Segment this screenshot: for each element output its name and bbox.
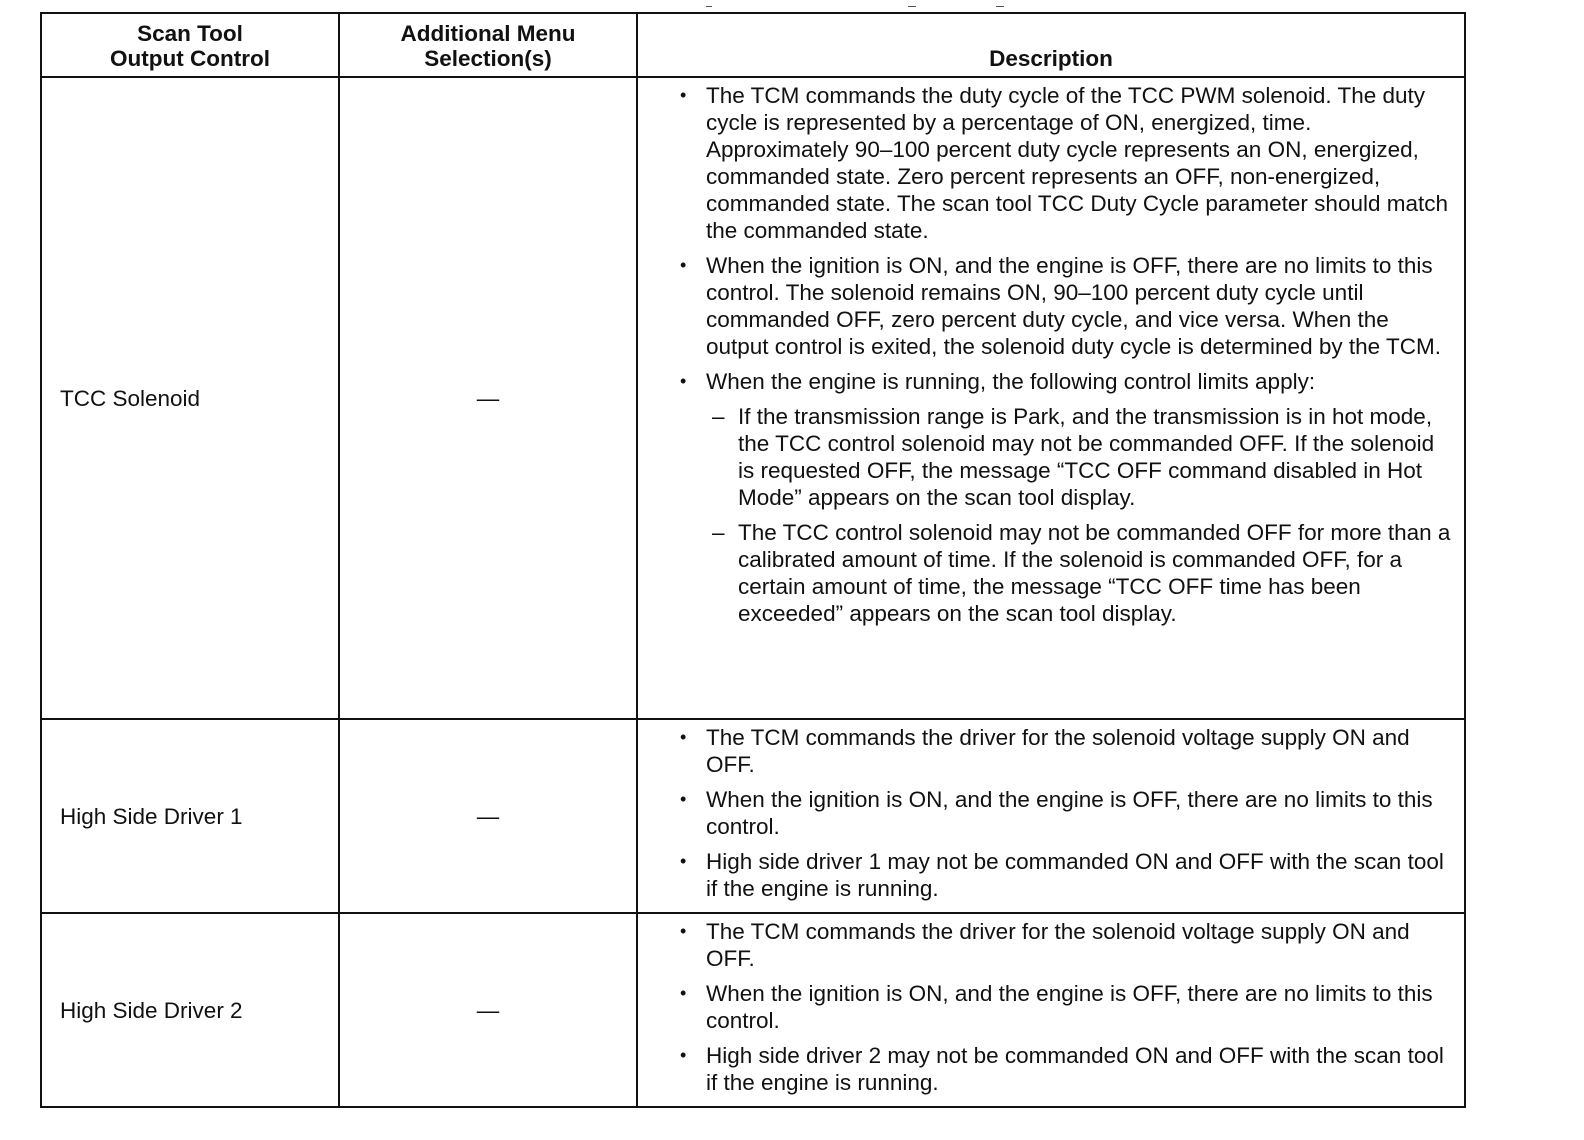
description-bullet <box>680 368 1454 627</box>
description-cell <box>637 719 1465 913</box>
scan-speck <box>706 6 712 7</box>
control-limit-item: – The TCC control solenoid may not be commanded OFF for more than a calibrated amount of time. If the solenoid is commanded OFF, for a certain amount of time, the message “TCC OFF time has been exceeded” appears on the scan tool display. <box>706 519 1454 627</box>
description-bullet: • When the ignition is ON, and the engine is OFF, there are no limits to this control. <box>680 786 1454 840</box>
output-controls-table <box>40 12 1466 1108</box>
description-bullet: • High side driver 2 may not be commanded ON and OFF with the scan tool if the engine is running. <box>680 1042 1454 1096</box>
description-bullet: • When the ignition is ON, and the engine is OFF, there are no limits to this control. The solenoid remains ON, 90–100 percent duty cycle until commanded OFF, zero percent duty cycle, and vice versa. When the output control is exited, the solenoid duty cycle is determined by the TCM. <box>680 252 1454 360</box>
scan-speck <box>996 6 1004 7</box>
scan-speck <box>908 6 916 7</box>
header-menu-selection: Additional Menu Selection(s) <box>339 13 637 77</box>
description-cell <box>637 913 1465 1107</box>
description-bullet-text: When the engine is running, the following control limits apply: <box>706 369 1316 394</box>
menu-selection-value: — <box>339 913 637 1107</box>
description-bullet: • High side driver 1 may not be commanded ON and OFF with the scan tool if the engine is running. <box>680 848 1454 902</box>
control-limits-list <box>706 403 1454 627</box>
output-control-name: High Side Driver 1 <box>41 719 339 913</box>
description-bullets <box>680 918 1454 1096</box>
menu-selection-value: — <box>339 719 637 913</box>
table-row <box>41 913 1465 1107</box>
table-header-row <box>41 13 1465 77</box>
description-bullets <box>680 724 1454 902</box>
description-bullet: • The TCM commands the driver for the solenoid voltage supply ON and OFF. <box>680 724 1454 778</box>
description-cell <box>637 77 1465 719</box>
table-row <box>41 719 1465 913</box>
output-control-name: TCC Solenoid <box>41 77 339 719</box>
menu-selection-value: — <box>339 77 637 719</box>
header-description: Description <box>637 13 1465 77</box>
output-control-name: High Side Driver 2 <box>41 913 339 1107</box>
description-bullets <box>680 82 1454 627</box>
description-bullet: • When the ignition is ON, and the engine is OFF, there are no limits to this control. <box>680 980 1454 1034</box>
header-output-control: Scan Tool Output Control <box>41 13 339 77</box>
description-bullet: • The TCM commands the duty cycle of the TCC PWM solenoid. The duty cycle is represented by a percentage of ON, energized, time. Approximately 90–100 percent duty cycle represents an ON, energized, commanded state. Zero percent represents an OFF, non-energized, commanded state. The scan tool TCC Duty Cycle parameter should match the commanded state. <box>680 82 1454 244</box>
description-bullet: • The TCM commands the driver for the solenoid voltage supply ON and OFF. <box>680 918 1454 972</box>
control-limit-item: – If the transmission range is Park, and the transmission is in hot mode, the TCC control solenoid may not be commanded OFF. If the solenoid is requested OFF, the message “TCC OFF command disabled in Hot Mode” appears on the scan tool display. <box>706 403 1454 511</box>
table-row <box>41 77 1465 719</box>
